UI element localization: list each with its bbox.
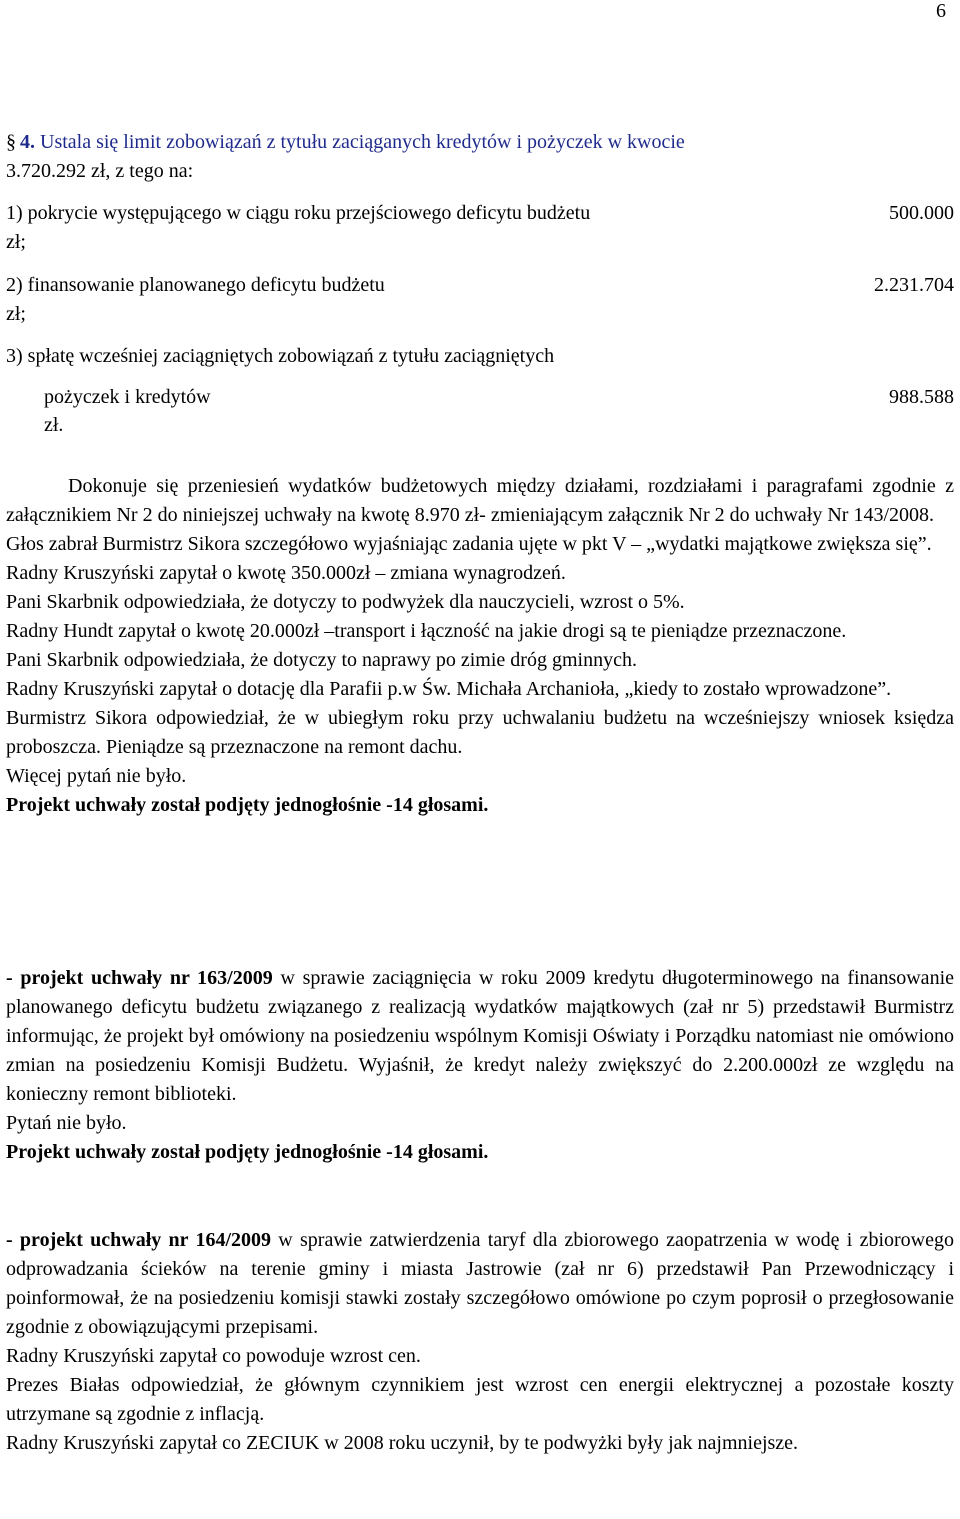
limit-item-amount: 988.588 xyxy=(889,386,954,408)
resolution-163-title: - projekt uchwały nr 163/2009 xyxy=(6,967,273,989)
section-4-title: Ustala się limit zobowiązań z tytułu zaciąganych kredytów i pożyczek w kwocie xyxy=(40,131,685,153)
answer-paragraph: Pani Skarbnik odpowiedziała, że dotyczy to podwyżek dla nauczycieli, wzrost o 5%. xyxy=(6,591,685,613)
resolution-163-block xyxy=(6,964,954,1167)
limit-item-unit: zł. xyxy=(44,414,64,436)
limit-item-amount: 500.000 xyxy=(889,202,954,224)
section-symbol: § xyxy=(6,131,16,153)
mayor-statement: Głos zabrał Burmistrz Sikora szczegółowo wyjaśniając zadania ujęte w pkt V – „wydatki majątkowe zwiększa się”. xyxy=(6,533,932,555)
resolution-result: Projekt uchwały został podjęty jednogłośnie -14 głosami. xyxy=(6,794,489,816)
limit-item-sub-label: pożyczek i kredytów xyxy=(44,386,211,408)
page-number: 6 xyxy=(936,0,946,22)
question-paragraph: Radny Hundt zapytał o kwotę 20.000zł –transport i łączność na jakie drogi są te pieniądze przeznaczone. xyxy=(6,620,847,642)
limit-item-1 xyxy=(6,199,954,228)
answer-paragraph: Prezes Białas odpowiedział, że głównym czynnikiem jest wzrost cen energii elektrycznej a pozostałe koszty utrzymane są zgodnie z inflacją. xyxy=(6,1374,954,1425)
section-4-heading xyxy=(6,128,954,186)
limit-item-3-unit-row xyxy=(44,411,954,440)
resolution-164-text: - projekt uchwały nr 164/2009 w sprawie zatwierdzenia taryf dla zbiorowego zaopatrzenia w wodę i zbiorowego odprowadzania ścieków na terenie gminy i miasta Jastrowie (zał nr 6) przedstawił Pan Przewodniczący i poinformował, że na posiedzeniu komisji stawki zostały szczegółowo omówione po czym poprosił o przegłosowanie zgodnie z obowiązującymi przepisami. xyxy=(6,1229,955,1338)
answer-paragraph: Burmistrz Sikora odpowiedział, że w ubiegłym roku przy uchwalaniu budżetu na wcześniejszy wniosek księdza proboszcza. Pieniądze są przeznaczone na remont dachu. xyxy=(6,707,954,758)
limit-item-2 xyxy=(6,271,954,300)
resolution-164-block xyxy=(6,1226,954,1458)
limit-item-unit: zł; xyxy=(6,303,26,325)
resolution-163-followup: Pytań nie było. xyxy=(6,1112,127,1134)
question-paragraph: Radny Kruszyński zapytał o dotację dla Parafii p.w Św. Michała Archanioła, „kiedy to zostało wprowadzone”. xyxy=(6,678,892,700)
resolution-163-text: - projekt uchwały nr 163/2009 w sprawie zaciągnięcia w roku 2009 kredytu długoterminowego na finansowanie planowanego deficytu budżetu związanego z realizacją wydatków majątkowych (zał nr 5) przedstawił Burmistrz informując, że projekt był omówiony na posiedzeniu wspólnym Komisji Oświaty i Porządku natomiast nie omówiono zmian na posiedzeniu Komisji Budżetu. Wyjaśnił, że kredyt należy zwiększyć do 2.200.000zł ze względu na konieczny remont biblioteki. xyxy=(6,967,954,1105)
resolution-164-title: - projekt uchwały nr 164/2009 xyxy=(6,1229,272,1251)
limit-item-label: 2) finansowanie planowanego deficytu budżetu xyxy=(6,274,385,296)
discussion-block xyxy=(6,472,954,820)
section-4-title-cont: 3.720.292 zł, z tego na: xyxy=(6,160,194,182)
limit-item-unit: zł; xyxy=(6,231,26,253)
answer-paragraph: Pani Skarbnik odpowiedziała, że dotyczy to naprawy po zimie dróg gminnych. xyxy=(6,649,637,671)
limit-item-label: 3) spłatę wcześniej zaciągniętych zobowiązań z tytułu zaciągniętych xyxy=(6,345,555,367)
transfer-paragraph: Dokonuje się przeniesień wydatków budżetowych między działami, rozdziałami i paragrafami zgodnie z załącznikiem Nr 2 do niniejszej uchwały na kwotę 8.970 zł- zmieniającym załącznik Nr 2 do uchwały Nr 143/2008. xyxy=(6,475,954,526)
limit-item-3 xyxy=(6,342,954,371)
question-paragraph: Radny Kruszyński zapytał o kwotę 350.000zł – zmiana wynagrodzeń. xyxy=(6,562,566,584)
limit-item-label: 1) pokrycie występującego w ciągu roku przejściowego deficytu budżetu xyxy=(6,202,591,224)
limit-item-3-sub xyxy=(44,383,954,412)
closing-paragraph: Więcej pytań nie było. xyxy=(6,765,187,787)
question-paragraph: Radny Kruszyński zapytał co ZECIUK w 2008 roku uczynił, by te podwyżki były jak najmniejsze. xyxy=(6,1432,799,1454)
limit-item-1-unit-row xyxy=(6,228,954,257)
limit-item-2-unit-row xyxy=(6,300,954,329)
resolution-163-result: Projekt uchwały został podjęty jednogłośnie -14 głosami. xyxy=(6,1141,489,1163)
limit-item-amount: 2.231.704 xyxy=(874,274,954,296)
question-paragraph: Radny Kruszyński zapytał co powoduje wzrost cen. xyxy=(6,1345,421,1367)
section-number: 4. xyxy=(20,131,35,153)
